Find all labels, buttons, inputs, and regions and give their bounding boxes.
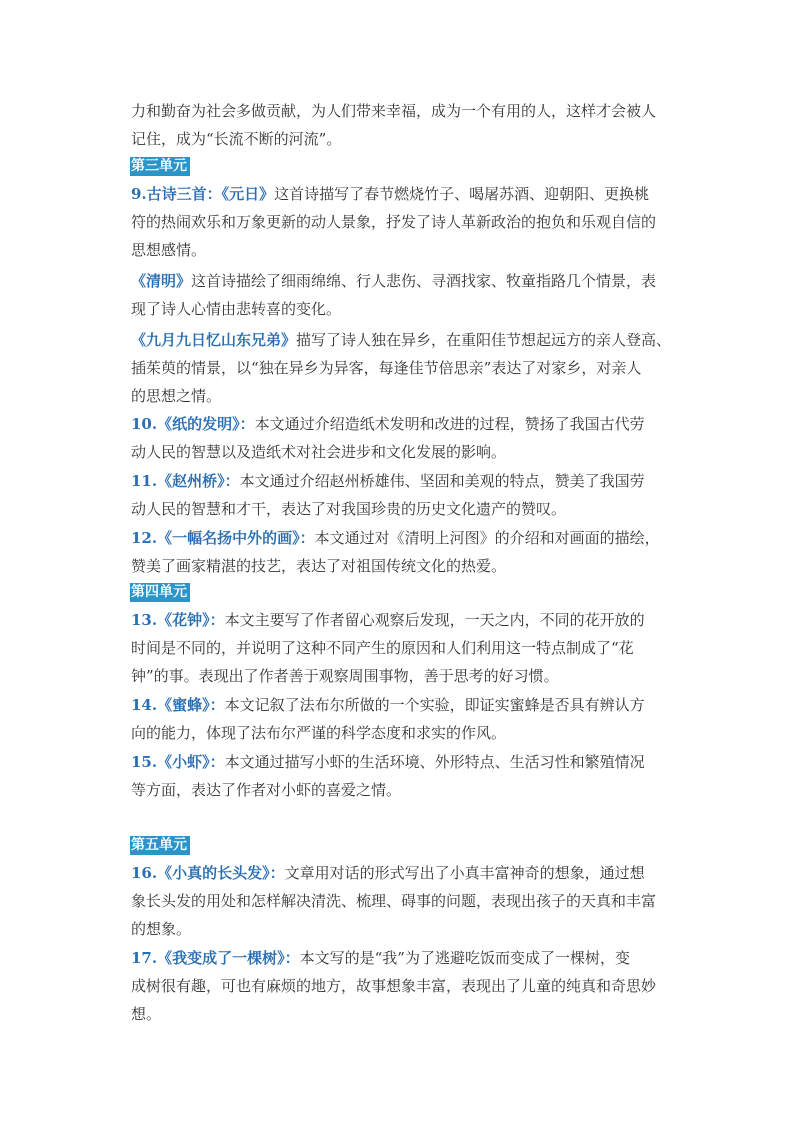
item-jiuyue [131,330,671,350]
paragraph-line [131,666,559,686]
text: 动人民的智慧以及造纸术对社会进步和文化发展的影响。 [131,443,507,461]
paragraph-line [131,442,506,462]
text: 等方面，表达了作者对小虾的喜爱之情。 [131,781,402,799]
text: 动人民的智慧和才干，表达了对我国珍贵的历史文化遗产的赞叹。 [131,500,567,518]
item-12 [131,528,660,548]
text: 的想象。 [131,920,192,938]
item-text: 这首诗描写了春节燃烧竹子、喝屠苏酒、迎朝阳、更换桃 [274,185,650,203]
paragraph-line [131,358,641,378]
text: 象长头发的用处和怎样解决清洗、梳理、碍事的问题，表现出孩子的天真和丰富 [131,892,657,910]
item-title: 16.《小真的长头发》： [131,864,285,882]
item-title: 13.《花钟》： [131,611,225,629]
text: 符的热闹欢乐和万象更新的动人景象，抒发了诗人革新政治的抱负和乐观自信的 [131,213,657,231]
unit-heading-4: 第四单元 [130,583,190,602]
item-title: 12.《一幅名扬中外的画》： [131,529,315,547]
paragraph-line [131,101,656,121]
item-text: 本文通过介绍赵州桥雄伟、坚固和美观的特点，赞美了我国劳 [239,472,645,490]
text: 钟”的事。表现出了作者善于观察周围事物，善于思考的好习惯。 [131,667,559,685]
item-15 [131,752,645,772]
paragraph-line [131,891,656,911]
paragraph-line [131,780,401,800]
paragraph-line [131,638,634,658]
text: 时间是不同的，并说明了这种不同产生的原因和人们利用这一特点制成了“花 [131,639,634,657]
paragraph-line [131,499,566,519]
item-text: 本文通过描写小虾的生活环境、外形特点、生活习性和繁殖情况 [224,753,645,771]
item-text: 这首诗描绘了细雨绵绵、行人悲伤、寻酒找家、牧童指路几个情景，表 [191,272,657,290]
paragraph-line [131,1004,161,1024]
item-9 [131,184,649,204]
item-title: 《清明》 [131,272,192,290]
paragraph-line [131,723,506,743]
item-text: 本文主要写了作者留心观察后发现，一天之内，不同的花开放的 [224,611,645,629]
unit-heading-5: 第五单元 [130,836,190,855]
item-16 [131,863,645,883]
item-title: 《九月九日忆山东兄弟》 [131,331,297,349]
item-11 [131,471,645,491]
item-title: 11.《赵州桥》： [131,472,240,490]
item-text: 本文通过对《清明上河图》的介绍和对画面的描绘， [314,529,660,547]
item-text: 描写了诗人独在异乡，在重阳佳节想起远方的亲人登高、 [296,331,672,349]
item-qingming [131,271,656,291]
text: 插茱萸的情景，以“独在异乡为异客，每逢佳节倍思亲”表达了对家乡，对亲人 [131,359,642,377]
paragraph-line [131,212,656,232]
paragraph-line [131,976,656,996]
item-title: 14.《蜜蜂》： [131,696,225,714]
item-text: 本文通过介绍造纸术发明和改进的过程，赞扬了我国古代劳 [254,415,645,433]
text: 赞美了画家精湛的技艺，表达了对祖国传统文化的热爱。 [131,557,507,575]
item-title: 15.《小虾》： [131,753,225,771]
text: 力和勤奋为社会多做贡献，为人们带来幸福，成为一个有用的人，这样才会被人 [131,102,657,120]
item-14 [131,695,645,715]
paragraph-line [131,556,506,576]
item-text: 本文记叙了法布尔所做的一个实验，即证实蜜蜂是否具有辨认方 [224,696,645,714]
item-title: 9.古诗三首：《元日》 [131,185,275,203]
text: 现了诗人心情由悲转喜的变化。 [131,300,342,318]
paragraph-line [131,240,206,260]
text: 记住，成为“长流不断的河流”。 [131,130,342,148]
paragraph-line [131,299,341,319]
item-17 [131,948,630,968]
paragraph-line [131,386,221,406]
item-title: 17.《我变成了一棵树》： [131,949,300,967]
item-13 [131,610,645,630]
item-text: 文章用对话的形式写出了小真丰富神奇的想象，通过想 [284,864,645,882]
paragraph-line [131,129,341,149]
item-text: 本文写的是“我”为了逃避吃饭而变成了一棵树，变 [299,949,630,967]
item-title: 10.《纸的发明》： [131,415,255,433]
unit-heading-3: 第三单元 [130,157,190,176]
text: 向的能力，体现了法布尔严谨的科学态度和求实的作风。 [131,724,507,742]
paragraph-line [131,919,191,939]
item-10 [131,414,645,434]
text: 思想感情。 [131,241,207,259]
text: 成树很有趣，可也有麻烦的地方，故事想象丰富，表现出了儿童的纯真和奇思妙 [131,977,657,995]
text: 的思想之情。 [131,387,222,405]
text: 想。 [131,1005,162,1023]
